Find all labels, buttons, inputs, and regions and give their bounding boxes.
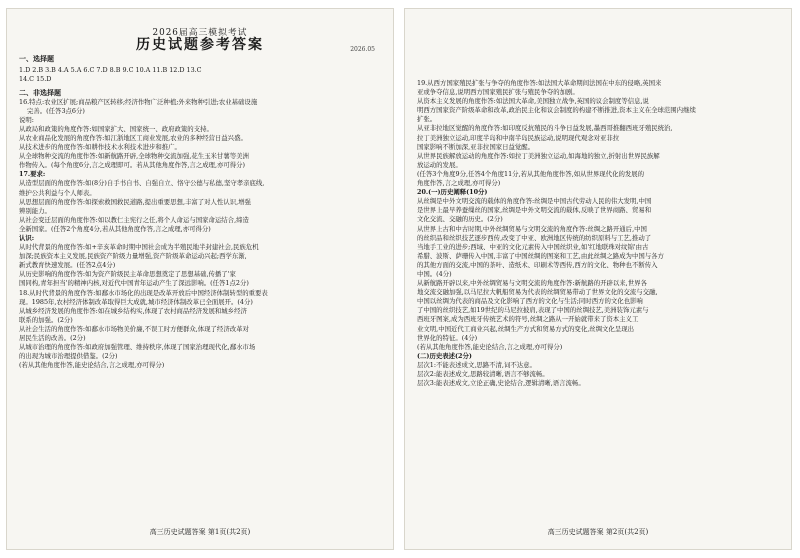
answer-line: 19.从西方国家殖民扩张与争夺的角度作答:如法国大革命期间法国在中东的侵略,英国来 [417, 79, 662, 87]
answer-line: 层次2:能表述成文,思路较清晰,语言不够流畅。 [417, 370, 549, 378]
answer-line: 业文明,中国近代工商业兴起,丝绸生产方式和贸易方式的变化,丝绸文化呈现出 [417, 324, 634, 333]
answer-line: 放运动的发展。 [417, 160, 462, 169]
exam-date: 2026.05 [350, 46, 375, 53]
answer-line: 当地手工业的进步;西域、中亚的文化元素传入中国丝织业,如'红地联珠对纹锦'由古 [417, 242, 649, 251]
answer-line: 希腊、波斯、萨珊传入中国,丰富了中国丝绸的图案和工艺,由此丝绸之路成为中国与各方 [417, 251, 664, 260]
answer-line: 20.(一)历史阐释(10分) [417, 188, 488, 197]
answer-line: 从世界上古和中古时期,中外丝绸贸易与文明交流的角度作答:丝绸之路开通后,中国 [417, 224, 647, 233]
answer-line: 地交流交融加强,以马尼拉大帆船贸易为代表的丝绸贸易带动了世界文化的交流与交融, [417, 288, 658, 297]
answer-line: 西班牙图案,成为西班牙传统艺术的符号,丝绸之路从一开始就带来了资本主义工 [417, 315, 639, 324]
answer-key-title: 历史试题参考答案 [136, 37, 264, 54]
left-answer-text [19, 98, 381, 371]
answer-line: 完善。(任答3点6分) [27, 106, 85, 115]
answer-line: 从思想层面的角度作答:如探索救国救民道路,提出重要思想,丰富了对人性认识,增强 [19, 197, 251, 206]
answer-line: (若从其他角度作答,能史论结合,言之成理,亦可得分) [19, 361, 165, 370]
answer-line: 从造型层面的角度作答:如(8分)自手书自书、自强自立、恪守公德与私德,坚守孝亲底线, [19, 179, 265, 188]
answer-line: 拉丁美洲独立运动,印度半岛和中南半岛民族运动,说明现代观念对亚非拉 [417, 133, 620, 142]
answer-line: (二)历史表述(2分) [417, 351, 472, 360]
page-footer: 高三历史试题答案 第1页(共2页) [149, 528, 251, 536]
answer-line: 加深;民族资本主义发展,民族资产阶级力量增强,资产阶级革命运动兴起;西学东渐, [19, 252, 247, 261]
answer-line: 说明: [19, 115, 34, 124]
answer-line: 居民生活的改善。(2分) [19, 334, 86, 342]
answer-line: 中国。(4分) [417, 269, 452, 278]
choice-answers-row-1: 1.D 2.B 3.B 4.A 5.A 6.C 7.D 8.B 9.C 10.A 11.B 12.D 13.C [19, 66, 202, 75]
answer-line: 层次1:不能表述成文,思路不清,词不达意。 [417, 360, 536, 369]
answer-line: 从全球物种交流的角度作答:如新航路开辟,全球物种交流加强,花生玉米甘薯等美洲 [19, 152, 249, 161]
answer-line: 从城市治理的角度作答:如政府加强管理、维持秩序,体现了国家治理现代化,鄱水市场 [19, 343, 256, 352]
answer-line: 扩张。 [417, 115, 437, 124]
answer-line: 从社会生活的角度作答:如鄱水市场物美价廉,不误工时方便群众,体现了经济改革对 [19, 324, 249, 333]
answer-line: 角度作答,言之成理,亦可得分) [417, 179, 501, 188]
answer-line: 全新国家。(任答2个角度4分,若从其他角度作答,言之成理,亦可得分) [19, 224, 211, 233]
answer-line: 了中国的丝织技艺,如19世纪的马尼拉披肩,表现了中国的丝绸技艺,美洲装饰元素与 [417, 306, 649, 315]
answer-line: 层次3:能表述成文,立论正确,史论结合,逻辑清晰,语言流畅。 [417, 379, 585, 388]
answer-line: 从历史影响的角度作答:如为资产阶级民主革命思想奠定了思想基础,传播了'家 [19, 270, 236, 279]
answer-line: 联系的加强。(2分) [19, 315, 73, 324]
answer-line: 从丝绸是中外文明交流的载体的角度作答:丝绸是中国古代劳动人民的伟大发明,中国 [417, 197, 652, 206]
answer-line: 国家影响不断加深,亚非拉国家日益觉醒。 [417, 142, 535, 151]
answer-line: 从农业商品化发展的角度作答:如江浙地区工商业发展,农业的多种经营日益兴盛。 [19, 133, 247, 142]
right-answer-text [417, 79, 779, 388]
choice-answers-row-2: 14.C 15.D [19, 75, 52, 84]
answer-line: 从技术进步的角度作答:如耕作技术水利技术进步和推广。 [19, 143, 181, 152]
answer-line: 亚或争夺信息,说明西方国家殖民扩张与殖民争夺的加剧。 [417, 88, 579, 97]
answer-line: 从城乡经济发展的角度作答:如在城乡结构实,体现了农村商品经济发展和城乡经济 [19, 306, 247, 315]
choice-section-heading: 一、选择题 [19, 54, 54, 64]
answer-line: 现。1985年,农村经济体制改革取得巨大成就,城市经济体制改革已全面展开。(4分) [19, 297, 253, 306]
answer-line: 从时代背景的角度作答:如+辛亥革命时期中国社会成为半殖民地半封建社会,民族危机 [19, 243, 259, 252]
answer-line: 中国以丝绸为代表的商品及文化影响了西方的文化与生活;同时西方的文化也影响 [417, 297, 643, 306]
answer-line: 从世界民族解放运动的角度作答:如拉丁美洲独立运动,如海地的独立,折射出世界民族解 [417, 151, 660, 160]
answer-line: 从亚非拉地区觉醒的角度作答:如印度反抗殖民的斗争日益发展,墨西哥推翻西班牙殖民统治, [417, 124, 673, 133]
answer-line: 从资本主义发展的角度作答:如法国大革命,美国独立战争,英国的议会制度等信息,说 [417, 97, 649, 106]
answer-line: 16.特点:农业区扩展;商品粮产区转移;经济作物广泛种植;外来物种引进;农业基础设施 [19, 97, 258, 106]
answer-line: 辨别能力。 [19, 206, 51, 215]
answer-line: 维护公共利益与个人师表。 [19, 188, 96, 197]
answer-line: 的出现为城市治理提供借鉴。(2分) [19, 352, 118, 361]
answer-line: (若从其他角度作答,能史论结合,言之成理,亦可得分) [417, 342, 563, 351]
answer-line: 的其他方面的交流,中国的茶叶、造纸术、印刷术等西传,西方的文化、物种也不断传入 [417, 260, 658, 269]
answer-line: 从政局和政策的角度作答:如国家扩大、国家统一、政府政策的支持。 [19, 124, 213, 133]
answer-line: 从新航路开辟以来,中外丝绸贸易与文明交流的角度作答:新航路的开辟以来,世界各 [417, 279, 647, 288]
exam-title: 2026届高三模拟考试 [152, 28, 248, 38]
answer-line: 明西方国家资产阶级革命和改革,政治民主化和议会制度的构建不断推进,资本主义在全球范围内继续 [417, 106, 696, 115]
answer-line: 18.从时代背景的角度作答:如鄱水市场化的出现是改革开放后中国经济体制转型的重要表 [19, 288, 268, 297]
answer-line: 国同构,青年担当'的精神内核,对近代中国青年运动产生了深远影响。(任答1点2分) [19, 279, 249, 288]
answer-line: 认识: [19, 233, 35, 242]
nonchoice-section-heading: 二、非选择题 [19, 88, 61, 98]
answer-line: 文化交流、交融的历史。(2分) [417, 215, 503, 224]
answer-line: 世界化的特征。(4分) [417, 333, 478, 342]
answer-line: 新式教育快速发展。(任答2点4分) [19, 261, 116, 270]
right-answer-page [404, 8, 792, 550]
page-footer: 高三历史试题答案 第2页(共2页) [547, 528, 649, 536]
answer-line: 17.要求: [19, 170, 46, 179]
answer-line: 是世界上最早养蚕缫丝的国家,丝绸是中外文明交流的载体,反映了世界商路、贸易和 [417, 206, 652, 215]
answer-line: (任答3个角度9分,任答4个角度11分,若从其他角度作答,如从世界现代化的发展的 [417, 169, 645, 178]
left-answer-page [6, 8, 394, 550]
answer-line: 的丝织品和丝织技艺逐步西传,改变了中亚、欧洲地区传统的纺织原料与工艺,推动了 [417, 233, 652, 242]
answer-line: 从社会变迁层面的角度作答:如以教仁主宪行之任,将个人命运与国家命运结合,缔造 [19, 215, 249, 224]
answer-line: 作物传入。(每个角度6分,言之成理即可。若从其他角度作答,言之成理,亦可得分) [19, 161, 246, 170]
